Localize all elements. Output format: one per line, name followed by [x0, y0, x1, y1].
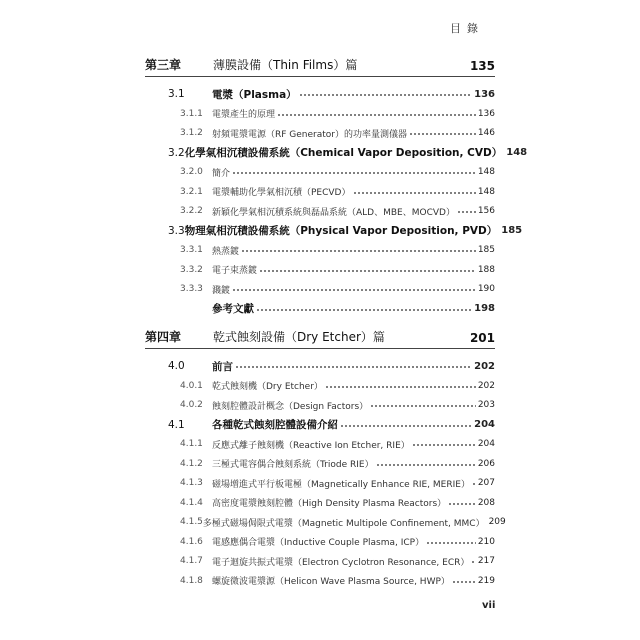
- entry-page: 148: [506, 147, 528, 158]
- dot-leader: [259, 270, 476, 272]
- entry-title: 電漿（Plasma）: [212, 88, 297, 101]
- dot-leader: [452, 581, 476, 583]
- dot-leader: [457, 211, 476, 213]
- dot-leader: [325, 386, 476, 388]
- entry-number: 3.1.2: [180, 128, 203, 138]
- toc-subsection-row[interactable]: [160, 573, 495, 589]
- entry-title: 電漿產生的原理: [212, 110, 276, 120]
- toc-subsection-row[interactable]: [160, 495, 495, 511]
- chapter-label: 第四章: [145, 330, 182, 344]
- entry-title: 濺鍍: [212, 285, 231, 296]
- toc-subsection-row[interactable]: [160, 281, 495, 297]
- dot-leader: [471, 561, 475, 563]
- entry-page: 206: [477, 458, 495, 469]
- toc-subsection-row[interactable]: [160, 378, 495, 394]
- entry-number: 3.1.1: [180, 108, 203, 119]
- dot-leader: [426, 542, 476, 544]
- entry-page: 185: [501, 225, 523, 236]
- toc-section-row[interactable]: [160, 417, 495, 433]
- dot-leader: [232, 172, 476, 174]
- entry-number: 4.1.6: [180, 536, 203, 547]
- chapter-heading[interactable]: [145, 56, 495, 77]
- entry-title: 參考文獻: [212, 303, 254, 315]
- entry-number: 4.1.3: [180, 478, 203, 488]
- entry-title: 各種乾式蝕刻腔體設備介紹: [212, 419, 338, 431]
- dot-leader: [340, 425, 472, 427]
- entry-title: 簡介: [212, 168, 231, 179]
- entry-title: 電子束蒸鍍: [212, 266, 258, 276]
- dot-leader: [277, 114, 476, 116]
- entry-title: 物理氣相沉積設備系統（Physical Vapor Deposition, PVD）: [184, 225, 498, 237]
- toc-subsection-row[interactable]: [160, 164, 495, 180]
- entry-title: 高密度電漿蝕刻腔體（High Density Plasma Reactors）: [212, 499, 447, 509]
- entry-title: 螺旋微波電漿源（Helicon Wave Plasma Source, HWP）: [212, 577, 450, 587]
- entry-number: 3.3: [168, 224, 185, 237]
- entry-number: 4.1.5: [180, 517, 203, 527]
- chapter-page: 135: [469, 59, 495, 73]
- dot-leader: [376, 464, 476, 466]
- toc-subsection-row[interactable]: [160, 436, 495, 452]
- entry-title: 電子迴旋共振式電漿（Electron Cyclotron Resonance, ECR）: [212, 557, 470, 568]
- dot-leader: [370, 405, 476, 407]
- entry-page: 210: [477, 536, 495, 547]
- entry-title: 三極式電容偶合蝕刻系統（Triode RIE）: [212, 460, 374, 470]
- toc-subsection-row[interactable]: [160, 184, 495, 200]
- dot-leader: [232, 289, 476, 291]
- dot-leader: [235, 366, 472, 368]
- toc-subsection-row[interactable]: [160, 456, 495, 472]
- entry-number: 3.2: [168, 146, 185, 159]
- entry-page: 148: [477, 167, 495, 177]
- entry-page: 156: [477, 206, 495, 216]
- dot-leader: [448, 503, 476, 505]
- entry-title: 乾式蝕刻機（Dry Etcher）: [212, 382, 323, 392]
- chapter-title: 薄膜設備（Thin Films）篇: [213, 58, 358, 72]
- dot-leader: [256, 309, 472, 311]
- dot-leader: [409, 133, 476, 135]
- entry-page: 219: [477, 575, 495, 586]
- toc-section-row[interactable]: [160, 223, 523, 239]
- entry-title: 化學氣相沉積設備系統（Chemical Vapor Deposition, CVD）: [184, 147, 503, 159]
- toc-subsection-row[interactable]: [160, 514, 506, 530]
- entry-number: 4.1.7: [180, 556, 203, 566]
- entry-number: 4.0.1: [180, 380, 203, 391]
- entry-number: 4.1.4: [180, 497, 203, 508]
- dot-leader: [412, 444, 476, 446]
- chapter-label: 第三章: [145, 58, 182, 72]
- toc-subsection-row[interactable]: [160, 125, 495, 141]
- entry-number: 3.2.1: [180, 186, 203, 197]
- entry-number: 3.2.2: [180, 206, 203, 216]
- dot-leader: [241, 250, 476, 252]
- entry-number: 3.3.1: [180, 245, 203, 255]
- toc-subsection-row[interactable]: [160, 242, 495, 258]
- chapter-heading[interactable]: [145, 328, 495, 349]
- entry-page: 203: [477, 400, 495, 410]
- entry-title: 多極式磁場侷限式電漿（Magnetic Multipole Confinement, MMC）: [202, 518, 485, 529]
- entry-page: 185: [477, 245, 495, 255]
- entry-number: 4.0.2: [180, 400, 203, 410]
- entry-page: 202: [477, 380, 495, 391]
- toc-subsection-row[interactable]: [160, 553, 495, 569]
- entry-page: 148: [477, 186, 495, 197]
- entry-number: 4.1: [168, 418, 185, 431]
- entry-title: 前言: [212, 360, 233, 373]
- page-number: vii: [482, 600, 496, 611]
- entry-page: 209: [488, 517, 506, 527]
- toc-subsection-row[interactable]: [160, 106, 495, 122]
- entry-title: 磁場增進式平行板電極（Magnetically Enhance RIE, MERIE）: [212, 479, 470, 490]
- entry-page: 136: [477, 108, 495, 119]
- entry-page: 207: [477, 478, 495, 488]
- entry-number: 4.1.2: [180, 458, 203, 469]
- entry-title: 蝕刻腔體設計概念（Design Factors）: [212, 401, 369, 412]
- dot-leader: [299, 94, 472, 96]
- entry-number: 4.1.8: [180, 575, 203, 586]
- entry-title: 電感應偶合電漿（Inductive Couple Plasma, ICP）: [212, 538, 425, 548]
- entry-number: 3.1: [168, 88, 185, 100]
- entry-page: 190: [477, 284, 495, 294]
- toc-subsection-row[interactable]: [160, 262, 495, 278]
- entry-title: 反應式離子蝕刻機（Reactive Ion Etcher, RIE）: [212, 440, 410, 451]
- dot-leader: [353, 192, 476, 194]
- entry-title: 熱蒸鍍: [212, 246, 240, 257]
- entry-number: 3.3.2: [180, 264, 203, 275]
- toc-section-row[interactable]: [160, 301, 495, 317]
- toc-subsection-row[interactable]: [160, 203, 495, 219]
- chapter-page: 201: [469, 331, 495, 345]
- entry-page: 146: [477, 128, 495, 138]
- entry-number: 3.3.3: [180, 284, 203, 294]
- chapter-title: 乾式蝕刻設備（Dry Etcher）篇: [213, 330, 385, 344]
- entry-page: 204: [474, 419, 495, 430]
- dot-leader: [472, 483, 476, 485]
- entry-page: 208: [477, 497, 495, 508]
- toc-section-row[interactable]: [160, 145, 528, 161]
- entry-page: 136: [474, 88, 495, 100]
- toc-section-row[interactable]: [160, 358, 495, 374]
- toc-subsection-row[interactable]: [160, 397, 495, 413]
- entry-title: 電漿輔助化學氣相沉積（PECVD）: [212, 188, 351, 198]
- entry-page: 202: [474, 360, 495, 372]
- entry-page: 198: [474, 303, 495, 314]
- entry-page: 188: [477, 264, 495, 275]
- entry-number: 4.1.1: [180, 439, 203, 449]
- toc-section-row[interactable]: [160, 86, 495, 102]
- entry-number: 3.2.0: [180, 167, 203, 177]
- toc-subsection-row[interactable]: [160, 534, 495, 550]
- toc-subsection-row[interactable]: [160, 475, 495, 491]
- entry-number: 4.0: [168, 360, 185, 372]
- page-header-title: 目錄: [450, 22, 484, 35]
- entry-page: 217: [477, 556, 495, 566]
- entry-page: 204: [477, 439, 495, 449]
- entry-title: 新穎化學氣相沉積系統與磊晶系統（ALD、MBE、MOCVD）: [212, 207, 455, 218]
- entry-title: 射頻電漿電源（RF Generator）的功率量測儀器: [212, 129, 407, 140]
